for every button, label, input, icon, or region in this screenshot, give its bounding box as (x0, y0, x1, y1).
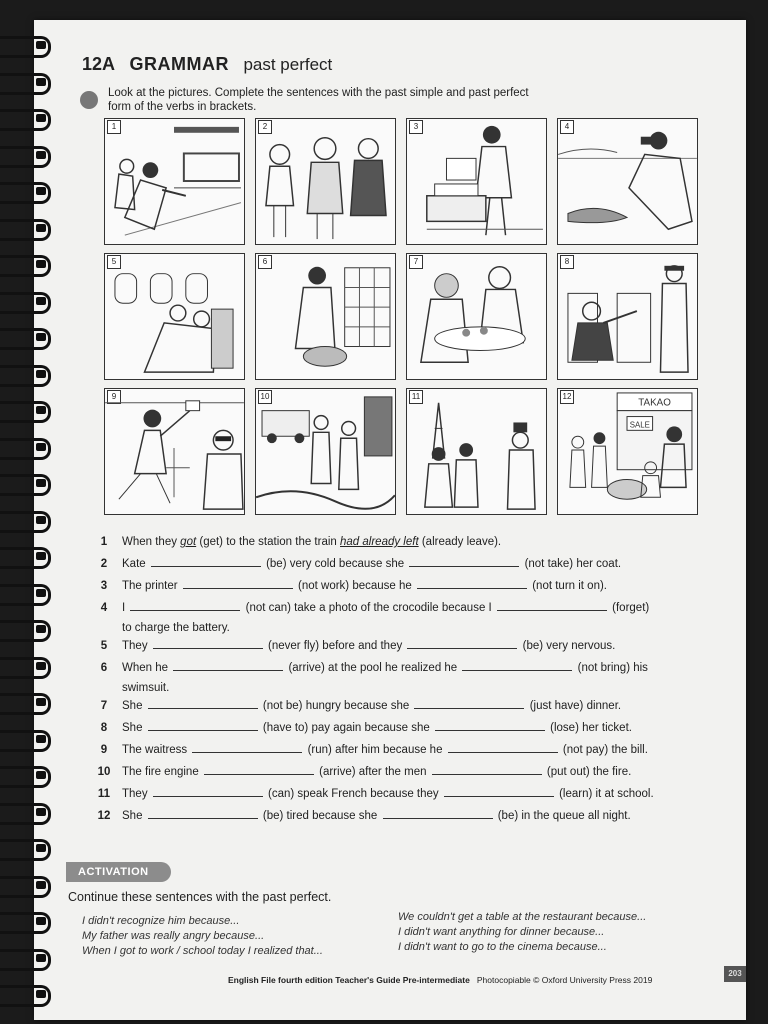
answer-blank[interactable] (148, 719, 258, 731)
picture-restaurant: 7 (406, 253, 547, 380)
copyright-notice: Photocopiable © Oxford University Press 2019 (476, 975, 653, 985)
binding-hole (36, 370, 46, 378)
picture-station: 1 (104, 118, 245, 245)
binding-hole (36, 260, 46, 268)
answer-blank[interactable] (130, 599, 240, 611)
answer-blank[interactable] (148, 697, 258, 709)
exercise-item-12: 12 She (be) tired because she (be) in the queue all night. (96, 806, 706, 828)
answer-blank[interactable] (148, 807, 258, 819)
section-subtitle: past perfect (243, 55, 333, 74)
sale-sign-text: SALE (629, 420, 650, 430)
exercise-item-4: 4 I (not can) take a photo of the crocodile because I (forget) to charge the battery. (96, 598, 706, 636)
prompt-sentence: I didn't recognize him because... (82, 915, 240, 927)
station-illustration (105, 119, 244, 244)
crocodile-illustration (558, 119, 697, 244)
answer-blank[interactable] (153, 637, 263, 649)
exercise-item-1: 1 When they got (get) to the station the train had already left (already leave). (100, 536, 502, 548)
picture-queue: 12 TAKAO SALE (557, 388, 698, 515)
answer-blank[interactable] (204, 763, 314, 775)
prompt-sentence: I didn't want to go to the cinema because... (398, 941, 607, 953)
answer-blank[interactable] (173, 659, 283, 671)
exercise-instruction: Look at the pictures. Complete the sentences with the past simple and past perfect form of the verbs in brackets. (108, 87, 529, 113)
binding-hole (36, 808, 46, 816)
example-answer-2: had already left (340, 536, 419, 548)
exercise-list (96, 532, 706, 828)
exercise-item-8: 8 She (have to) pay again because she (lose) her ticket. (96, 718, 706, 740)
pool-illustration (256, 254, 395, 379)
answer-blank[interactable] (414, 697, 524, 709)
prompt-sentence: My father was really angry because... (82, 930, 265, 942)
binding-hole (36, 78, 46, 86)
binding-hole (36, 552, 46, 560)
exercise-item-5: 5 They (never fly) before and they (be) very nervous. (96, 636, 706, 658)
activation-left-column (82, 914, 323, 959)
prompt-sentence: We couldn't get a table at the restaurant because... (398, 911, 647, 923)
answer-blank[interactable] (497, 599, 607, 611)
answer-blank[interactable] (183, 577, 293, 589)
answer-blank[interactable] (435, 719, 545, 731)
binding-hole (36, 662, 46, 670)
answer-blank[interactable] (409, 555, 519, 567)
worksheet-page (34, 20, 746, 1020)
answer-blank[interactable] (432, 763, 542, 775)
picture-train-ticket: 8 (557, 253, 698, 380)
waitress-illustration (105, 389, 244, 514)
binding-hole (36, 990, 46, 998)
section-title: GRAMMAR (129, 54, 229, 74)
picture-waitress: 9 (104, 388, 245, 515)
exercise-item-2: 2 Kate (be) very cold because she (not take) her coat. (96, 554, 706, 576)
fire-engine-illustration (256, 389, 395, 514)
answer-blank[interactable] (151, 555, 261, 567)
prompt-sentence: When I got to work / school today I realized that... (82, 945, 323, 957)
binding-hole (36, 735, 46, 743)
binding-hole (36, 625, 46, 633)
binding-hole (36, 114, 46, 122)
exercise-item-7: 7 She (not be) hungry because she (just have) dinner. (96, 696, 706, 718)
queue-illustration (558, 389, 697, 514)
ticket-illustration (558, 254, 697, 379)
picture-cold-people: 2 (255, 118, 396, 245)
binding-hole (36, 41, 46, 49)
example-answer-1: got (180, 536, 197, 548)
binding-hole (36, 224, 46, 232)
page-number: 203 (724, 966, 746, 982)
cold-people-illustration (256, 119, 395, 244)
activation-right-column (398, 910, 646, 955)
binding-hole (36, 297, 46, 305)
binding-hole (36, 516, 46, 524)
exercise-item-9: 9 The waitress (run) after him because he (not pay) the bill. (96, 740, 706, 762)
printer-illustration (407, 119, 546, 244)
binding-hole (36, 406, 46, 414)
answer-blank[interactable] (444, 785, 554, 797)
page-header (82, 54, 332, 75)
plane-illustration (105, 254, 244, 379)
binding-hole (36, 443, 46, 451)
restaurant-illustration (407, 254, 546, 379)
picture-grid (104, 118, 698, 515)
paris-illustration (407, 389, 546, 514)
picture-pool: 6 (255, 253, 396, 380)
exercise-item-11: 11 They (can) speak French because they (learn) it at school. (96, 784, 706, 806)
answer-blank[interactable] (407, 637, 517, 649)
binding-hole (36, 151, 46, 159)
binding-hole (36, 333, 46, 341)
picture-paris: 11 (406, 388, 547, 515)
picture-printer: 3 (406, 118, 547, 245)
picture-plane: 5 (104, 253, 245, 380)
exercise-item-10: 10 The fire engine (arrive) after the men (put out) the fire. (96, 762, 706, 784)
bullet-icon (80, 91, 98, 109)
shop-sign-text: TAKAO (638, 397, 671, 409)
picture-crocodile: 4 (557, 118, 698, 245)
prompt-sentence: I didn't want anything for dinner because... (398, 926, 605, 938)
answer-blank[interactable] (383, 807, 493, 819)
binding-hole (36, 844, 46, 852)
binding-hole (36, 954, 46, 962)
picture-fire-engine: 10 (255, 388, 396, 515)
unit-code: 12A (82, 54, 116, 74)
activation-instruction: Continue these sentences with the past perfect. (68, 890, 332, 904)
book-title: English File fourth edition Teacher's Guide Pre-intermediate (228, 975, 470, 985)
exercise-item-6: 6 When he (arrive) at the pool he realized he (not bring) his swimsuit. (96, 658, 706, 696)
binding-hole (36, 698, 46, 706)
answer-blank[interactable] (417, 577, 527, 589)
binding-hole (36, 589, 46, 597)
page-footer (228, 975, 652, 985)
answer-blank[interactable] (462, 659, 572, 671)
binding-hole (36, 479, 46, 487)
answer-blank[interactable] (153, 785, 263, 797)
activation-tab: ACTIVATION (66, 862, 171, 882)
answer-blank[interactable] (448, 741, 558, 753)
binding-hole (36, 917, 46, 925)
binding-hole (36, 187, 46, 195)
binding-hole (36, 771, 46, 779)
binding-hole (36, 881, 46, 889)
exercise-item-3: 3 The printer (not work) because he (not turn it on). (96, 576, 706, 598)
answer-blank[interactable] (192, 741, 302, 753)
